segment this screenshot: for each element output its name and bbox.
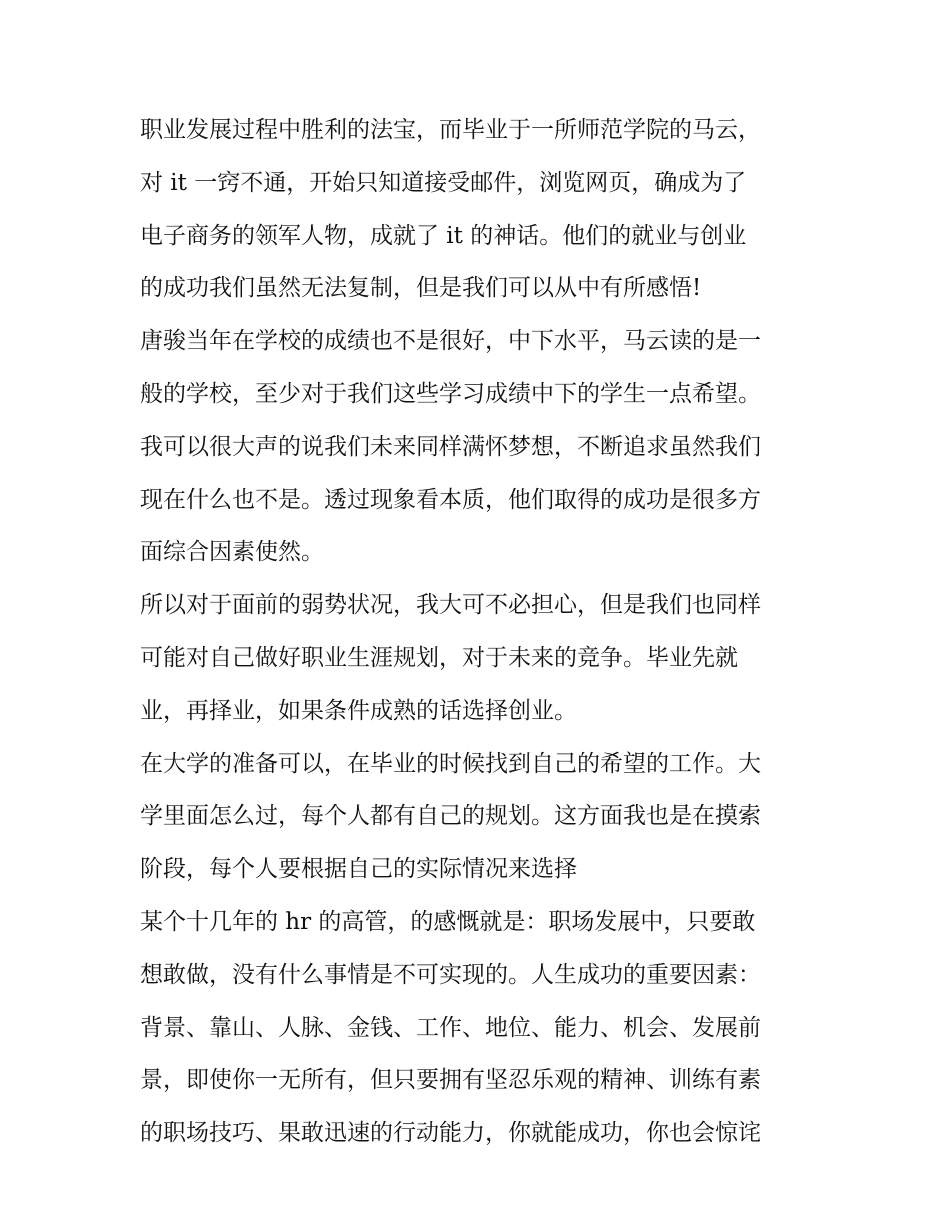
text-line: 职业发展过程中胜利的法宝，而毕业于一所师范学院的马云， (140, 117, 761, 143)
text-line: 想敢做，没有什么事情是不可实现的。人生成功的重要因素： (140, 961, 761, 988)
text-line: 我可以很大声的说我们未来同样满怀梦想，不断追求虽然我们 (140, 433, 761, 460)
text-line: 景，即使你一无所有，但只要拥有坚忍乐观的精神、训练有素 (140, 1067, 761, 1094)
body-text (140, 104, 820, 1160)
text-line: 现在什么也不是。透过现象看本质，他们取得的成功是很多方 (140, 486, 761, 513)
text-line: 在大学的准备可以，在毕业的时候找到自己的希望的工作。大 (140, 750, 761, 777)
text-line: 面综合因素使然。 (140, 539, 324, 566)
text-line: 的成功我们虽然无法复制，但是我们可以从中有所感悟! (140, 275, 702, 302)
text-line: 可能对自己做好职业生涯规划，对于未来的竞争。毕业先就 (140, 644, 738, 671)
text-line: 的职场技巧、果敢迅速的行动能力，你就能成功，你也会惊诧 (140, 1120, 761, 1147)
text-line: 唐骏当年在学校的成绩也不是很好，中下水平，马云读的是一 (140, 328, 761, 355)
text-line: 阶段，每个人要根据自己的实际情况来选择 (140, 856, 577, 883)
text-line: 业，再择业，如果条件成熟的话选择创业。 (140, 697, 577, 724)
text-line: 学里面怎么过，每个人都有自己的规划。这方面我也是在摸索 (140, 803, 761, 830)
text-line: 背景、靠山、人脉、金钱、工作、地位、能力、机会、发展前 (140, 1014, 761, 1041)
text-line: 所以对于面前的弱势状况，我大可不必担心，但是我们也同样 (140, 592, 761, 619)
text-line: 电子商务的领军人物，成就了 it 的神话。他们的就业与创业 (140, 222, 747, 249)
text-line: 对 it 一窍不通，开始只知道接受邮件，浏览网页，确成为了 (140, 169, 747, 196)
text-line: 般的学校，至少对于我们这些学习成绩中下的学生一点希望。 (140, 380, 761, 407)
text-line: 某个十几年的 hr 的高管，的感慨就是：职场发展中，只要敢 (140, 908, 756, 935)
